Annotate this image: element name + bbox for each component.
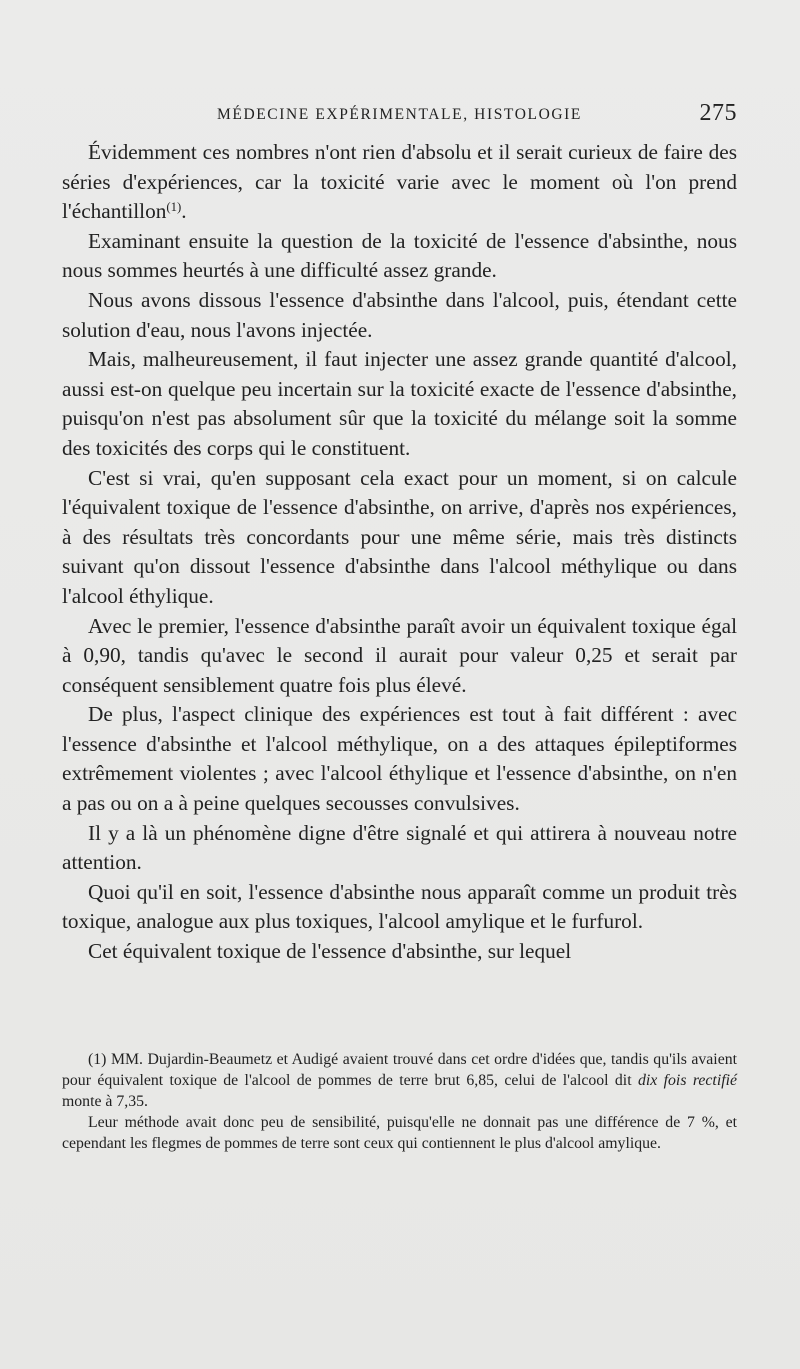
paragraph: Il y a là un phénomène digne d'être signalé et qui attirera à nouveau notre attention. — [62, 820, 737, 875]
footnote-number: (1) — [88, 1051, 107, 1068]
footnote: (1) MM. Dujardin-Beaumetz et Audigé avaient trouvé dans cet ordre d'idées que, tandis qu'ils avaient pour équivalent toxique de l'alcool de pommes de terre brut 6,85, celui de l'alcool dit dix fois rectifié monte à 7,35. — [62, 1051, 737, 1110]
paragraph: Avec le premier, l'essence d'absinthe paraît avoir un équivalent toxique égal à 0,90, tandis qu'avec le second il aurait pour valeur 0,25 et serait par conséquent sensiblement quatre fois plus élevé. — [62, 613, 737, 697]
paragraph: C'est si vrai, qu'en supposant cela exact pour un moment, si on calcule l'équivalent toxique de l'essence d'absinthe, on arrive, d'après nos expériences, à des résultats très concordants pour une même série, mais très distincts suivant qu'on dissout l'essence d'absinthe dans l'alcool méthylique ou dans l'alcool éthylique. — [62, 465, 737, 608]
footnote-ref: (1) — [166, 200, 182, 215]
paragraph: Examinant ensuite la question de la toxicité de l'essence d'absinthe, nous nous sommes heurtés à une difficulté assez grande. — [62, 228, 737, 283]
running-head: MÉDECINE EXPÉRIMENTALE, HISTOLOGIE — [217, 106, 582, 123]
footnote-italic: dix fois rectifié — [637, 1072, 737, 1089]
paragraph: De plus, l'aspect clinique des expériences est tout à fait différent : avec l'essence d'absinthe et l'alcool méthylique, on a des attaques épileptiformes extrêmement violentes ; avec l'alcool éthylique et l'essence d'absinthe, on n'en a pas ou on a à peine quelques secousses convulsives. — [62, 702, 737, 816]
page-number: 275 — [699, 100, 737, 126]
page-header — [62, 100, 737, 128]
body-text — [62, 138, 737, 967]
footnote-continuation: Leur méthode avait donc peu de sensibilité, puisqu'elle ne donnait pas une différence de 7 %, et cependant les flegmes de pommes de terre sont ceux qui contiennent le plus d'alcool amylique. — [62, 1114, 737, 1152]
paragraph: Mais, malheureusement, il faut injecter une assez grande quantité d'alcool, aussi est-on quelque peu incertain sur la toxicité exacte de l'essence d'absinthe, puisqu'on n'est pas absolument sûr que la toxicité du mélange soit la somme des toxicités des corps qui le constituent. — [62, 347, 737, 460]
paragraph: Cet équivalent toxique de l'essence d'absinthe, sur lequel — [88, 939, 572, 964]
paragraph: Évidemment ces nombres n'ont rien d'absolu et il serait curieux de faire des séries d'expériences, car la toxicité varie avec le moment où l'on prend l'échantillon$^{(1)}$. — [62, 140, 737, 224]
footnotes — [62, 1049, 737, 1154]
paragraph: Quoi qu'il en soit, l'essence d'absinthe nous apparaît comme un produit très toxique, analogue aux plus toxiques, l'alcool amylique et le furfurol. — [62, 879, 737, 934]
paragraph: Nous avons dissous l'essence d'absinthe dans l'alcool, puis, étendant cette solution d'eau, nous l'avons injectée. — [62, 287, 737, 342]
